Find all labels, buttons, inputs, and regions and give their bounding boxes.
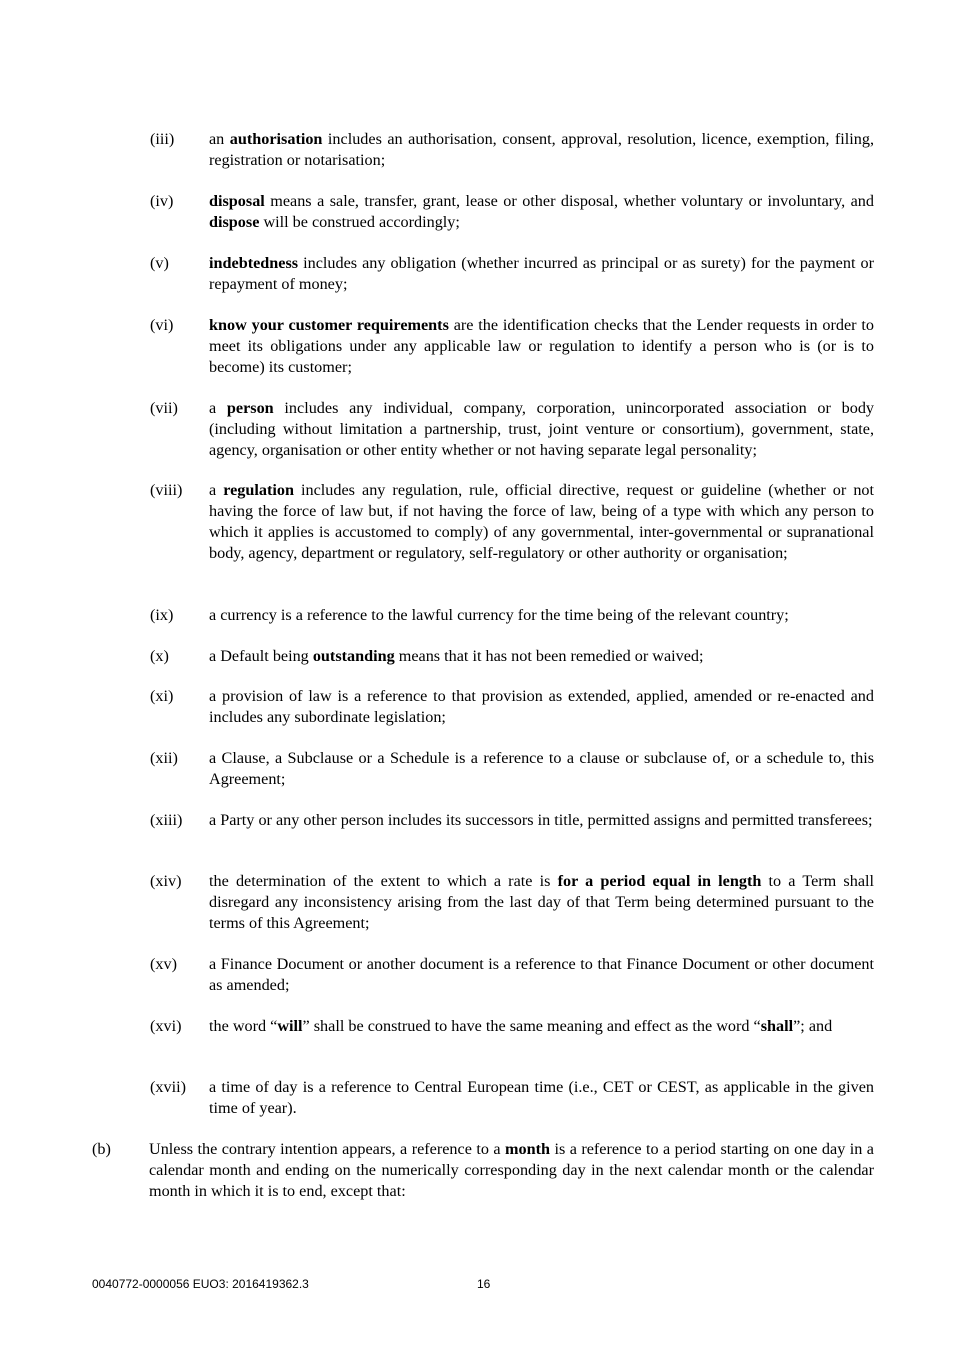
item-number: (x) <box>150 647 169 665</box>
item-text: a regulation includes any regulation, rule, official directive, request or guideline (whether or not having the force of law but, if not having the force of law, being of a type with which any person to which it applies is accustomed to comply) of any governmental, inter-governmental or supranational body, agency, department or regulatory, self-regulatory or other authority or organisation; <box>209 481 874 562</box>
item-number: (xiv) <box>150 872 182 890</box>
item-text: indebtedness includes any obligation (whether incurred as principal or as surety) for the payment or repayment of money; <box>209 254 874 293</box>
definition-item <box>150 605 874 626</box>
footer-page-number: 16 <box>477 1277 491 1291</box>
item-number: (vi) <box>150 316 174 334</box>
definition-item <box>150 480 874 564</box>
item-text: a Finance Document or another document is a reference to that Finance Document or other document as amended; <box>209 955 874 994</box>
item-number: (viii) <box>150 481 183 499</box>
item-number: (iv) <box>150 192 174 210</box>
definition-item <box>150 129 874 171</box>
item-number: (xi) <box>150 687 174 705</box>
definition-item <box>150 191 874 233</box>
item-number: (xv) <box>150 955 177 973</box>
definition-item <box>150 315 874 378</box>
item-text: a Party or any other person includes its successors in title, permitted assigns and permitted transferees; <box>209 811 873 829</box>
item-text: an authorisation includes an authorisation, consent, approval, resolution, licence, exemption, filing, registration or notarisation; <box>209 130 875 169</box>
definition-item <box>150 810 874 831</box>
definition-item <box>150 1016 874 1037</box>
item-text: a time of day is a reference to Central European time (i.e., CET or CEST, as applicable in the given time of year). <box>209 1078 874 1117</box>
item-text: a Clause, a Subclause or a Schedule is a reference to a clause or subclause of, or a schedule to, this Agreement; <box>209 749 874 788</box>
item-number: (vii) <box>150 399 178 417</box>
definition-item <box>150 871 874 934</box>
item-number: (iii) <box>150 130 175 148</box>
item-text: know your customer requirements are the identification checks that the Lender requests in order to meet its obligations under any applicable law or regulation to identify a person who is (or is to become) its customer; <box>209 316 874 376</box>
item-text: disposal means a sale, transfer, grant, lease or other disposal, whether voluntary or involuntary, and dispose will be construed accordingly; <box>209 192 874 231</box>
definition-item <box>150 954 874 996</box>
footer-document-reference: 0040772-0000056 EUO3: 2016419362.3 <box>92 1277 309 1291</box>
definition-item <box>150 686 874 728</box>
definition-item <box>150 646 874 667</box>
item-text: the determination of the extent to which a rate is for a period equal in length to a Term shall disregard any inconsistency arising from the last day of that Term being determined pursuant to the terms of this Agreement; <box>209 872 875 932</box>
item-number: (xvii) <box>150 1078 186 1096</box>
item-text: a currency is a reference to the lawful currency for the time being of the relevant country; <box>209 606 789 624</box>
definition-item <box>150 1077 874 1119</box>
paragraph-b <box>92 1139 874 1202</box>
definition-item <box>150 748 874 790</box>
item-text: a person includes any individual, company, corporation, unincorporated association or body (including without limitation a partnership, trust, joint venture or consortium), government, state, agency, organisation or other entity whether or not having separate legal personality; <box>209 399 874 459</box>
item-number: (ix) <box>150 606 174 624</box>
item-number: (v) <box>150 254 169 272</box>
item-number: (xvi) <box>150 1017 182 1035</box>
item-text: a provision of law is a reference to that provision as extended, applied, amended or re-enacted and includes any subordinate legislation; <box>209 687 874 726</box>
item-text: the word “will” shall be construed to have the same meaning and effect as the word “shall”; and <box>209 1017 833 1035</box>
paragraph-number: (b) <box>92 1140 111 1158</box>
paragraph-text: Unless the contrary intention appears, a reference to a month is a reference to a period starting on one day in a calendar month and ending on the numerically corresponding day in the next calendar month or the calendar month in which it is to end, except that: <box>149 1140 874 1200</box>
definition-item <box>150 253 874 295</box>
item-number: (xiii) <box>150 811 183 829</box>
definition-item <box>150 398 874 461</box>
item-number: (xii) <box>150 749 178 767</box>
item-text: a Default being outstanding means that it has not been remedied or waived; <box>209 647 704 665</box>
